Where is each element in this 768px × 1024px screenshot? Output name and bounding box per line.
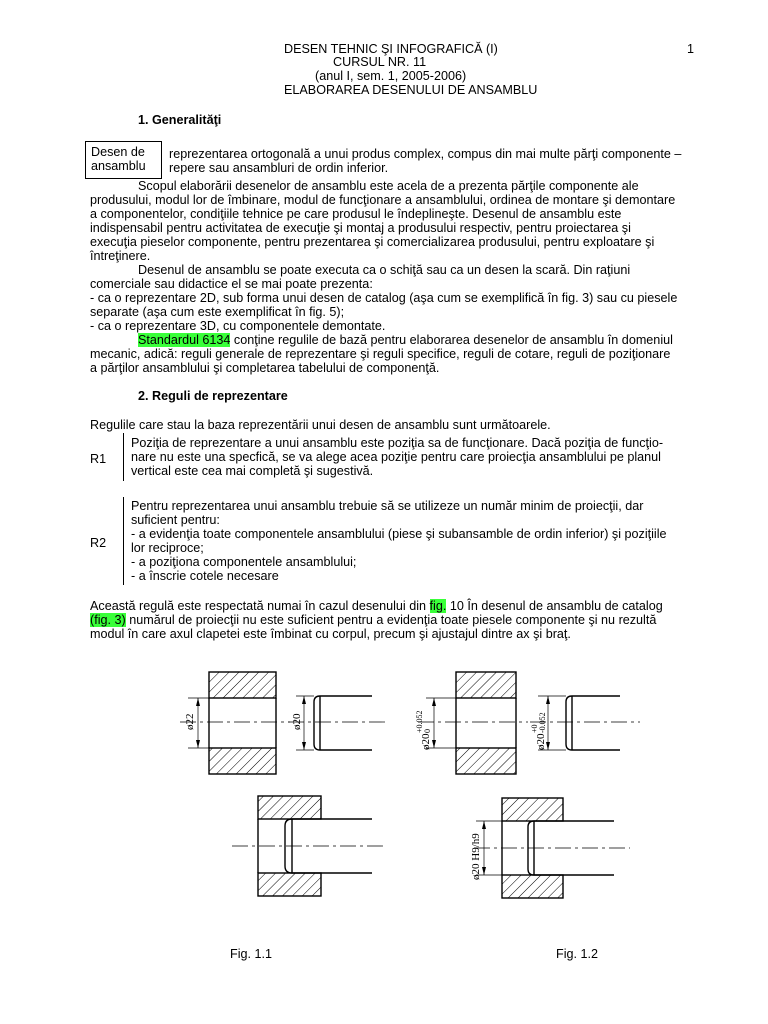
rule-r2-line2: suficient pentru: — [131, 513, 220, 527]
figure-caption-2: Fig. 1.2 — [556, 947, 598, 961]
rule-r2-line3: - a evidenţia toate componentele ansamblului (piese şi subansamble de ordin inferior) şi poziţiile — [131, 527, 667, 541]
course-number: CURSUL NR. 11 — [333, 55, 427, 69]
dim-fit-h9-h9: ø20 H9/h9 — [470, 833, 482, 880]
dim-diameter-22: ø22 — [184, 713, 196, 730]
rule-r1-line2: nare nu este una specfică, se va alege acea poziţie pentru care proiecţia ansamblului pe planul — [131, 450, 661, 464]
rule-comment-line3: modul în care axul clapetei este îmbinat cu corpul, precum şi ajustajul dintre ax şi braţ. — [90, 627, 571, 641]
standard-line3: a părţilor ansamblului şi completarea tabelului de componenţă. — [90, 361, 440, 375]
rule-r1-line1: Poziţia de reprezentare a unui ansamblu este poziţia sa de funcţionare. Dacă poziţia de funcţio- — [131, 436, 664, 450]
page-number: 1 — [687, 42, 695, 56]
paragraph2-line1: Desenul de ansamblu se poate executa ca o schiţă sau ca un desen la scară. Din raţiuni — [138, 263, 631, 277]
tol-lower-b: 0 — [423, 729, 432, 733]
dim-diameter-20-b: ø20 — [420, 733, 432, 750]
term-line1: Desen de — [91, 145, 145, 159]
definition-line1: reprezentarea ortogonală a unui produs complex, compus din mai multe părţi componente – — [169, 147, 682, 161]
definition-line2: repere sau ansambluri de ordin inferior. — [169, 161, 389, 175]
paragraph2-line3: - ca o reprezentare 2D, sub forma unui desen de catalog (aşa cum se exemplifică în fig. 3) sau cu piesele — [90, 291, 678, 305]
dim-diameter-20-a: ø20 — [291, 713, 303, 730]
standard-line2: mecanic, adică: reguli generale de reprezentare şi reguli specifice, reguli de cotare, reguli de poziţionare — [90, 347, 671, 361]
rule-r1-line3: vertical este cea mai completă şi sugestivă. — [131, 464, 374, 478]
fig2-hub-drawing — [418, 672, 528, 774]
tol-lower-c: -0.052 — [538, 712, 547, 733]
fig1-assembly-drawing — [232, 796, 385, 896]
paragraph1-line6: întreţinere. — [90, 249, 151, 263]
rule-r2-label: R2 — [90, 536, 107, 550]
fig-3-link[interactable]: (fig. 3) — [90, 613, 126, 627]
paragraph2-line4: separate (aşa cum este exemplificat în fig. 5); — [90, 305, 345, 319]
paragraph2-line5: - ca o reprezentare 3D, cu componentele demontate. — [90, 319, 386, 333]
rule-r2-line1: Pentru reprezentarea unui ansamblu trebuie să se utilizeze un număr minim de proiecţii, dar — [131, 499, 644, 513]
paragraph1-line5: execuţia pieselor componente, pentru prezentarea şi comercializarea produsului, pentru exploatare şi — [90, 235, 655, 249]
academic-year: (anul I, sem. 1, 2005-2006) — [315, 69, 467, 83]
figure-caption-1: Fig. 1.1 — [230, 947, 272, 961]
paragraph1-line2: produsului, modul lor de îmbinare, modul de funcţionare a ansamblului, ordinea de montare şi demontare — [90, 193, 676, 207]
dim-diameter-20-c: ø20 — [535, 733, 547, 750]
rule-r2-line4: lor reciproce; — [131, 541, 204, 555]
tol-upper-c: +0 — [530, 724, 539, 733]
rule-comment-text-b: 10 În desenul de ansamblu de catalog — [446, 599, 663, 613]
paragraph1-line4: indispensabil pentru activitatea de execuţie şi montaj a produsului respectiv, pentru proiectarea şi — [90, 221, 631, 235]
doc-title: DESEN TEHNIC ŞI INFOGRAFICĂ (I) — [284, 42, 498, 56]
standard-link[interactable]: Standardul 6134 — [138, 333, 231, 347]
rule-comment-text-c: numărul de proiecţii nu este suficient pentru a evidenţia toate piesele componente şi nu rezultă — [125, 613, 657, 627]
rules-intro: Regulile care stau la baza reprezentării unui desen de ansamblu sunt următoarele. — [90, 418, 551, 432]
rule-r1-label: R1 — [90, 452, 107, 466]
rule-r2-line6: - a înscrie cotele necesare — [131, 569, 279, 583]
rule-comment-text-a: Această regulă este respectată numai în cazul desenului din — [90, 599, 430, 613]
standard-text: conţine regulile de bază pentru elaborarea desenelor de ansamblu în domeniul — [230, 333, 673, 347]
fig-10-link[interactable]: fig. — [429, 599, 447, 613]
fig2-assembly-drawing — [474, 798, 630, 898]
fig1-hub-drawing — [180, 672, 290, 774]
tol-upper-b: +0.052 — [415, 710, 424, 733]
section2-heading: 2. Reguli de reprezentare — [138, 389, 288, 403]
section1-heading: 1. Generalităţi — [138, 113, 222, 127]
term-line2: ansamblu — [91, 159, 146, 173]
rule-r2-line5: - a poziţiona componentele ansamblului; — [131, 555, 357, 569]
paragraph1-line1: Scopul elaborării desenelor de ansamblu este acela de a prezenta părţile componente ale — [138, 179, 639, 193]
paragraph2-line2: comerciale sau didactice el se mai poate prezenta: — [90, 277, 373, 291]
paragraph1-line3: a componentelor, condiţiile tehnice pe care produsul le îndeplineşte. Desenul de ansamblu este — [90, 207, 622, 221]
course-topic: ELABORAREA DESENULUI DE ANSAMBLU — [284, 83, 538, 97]
